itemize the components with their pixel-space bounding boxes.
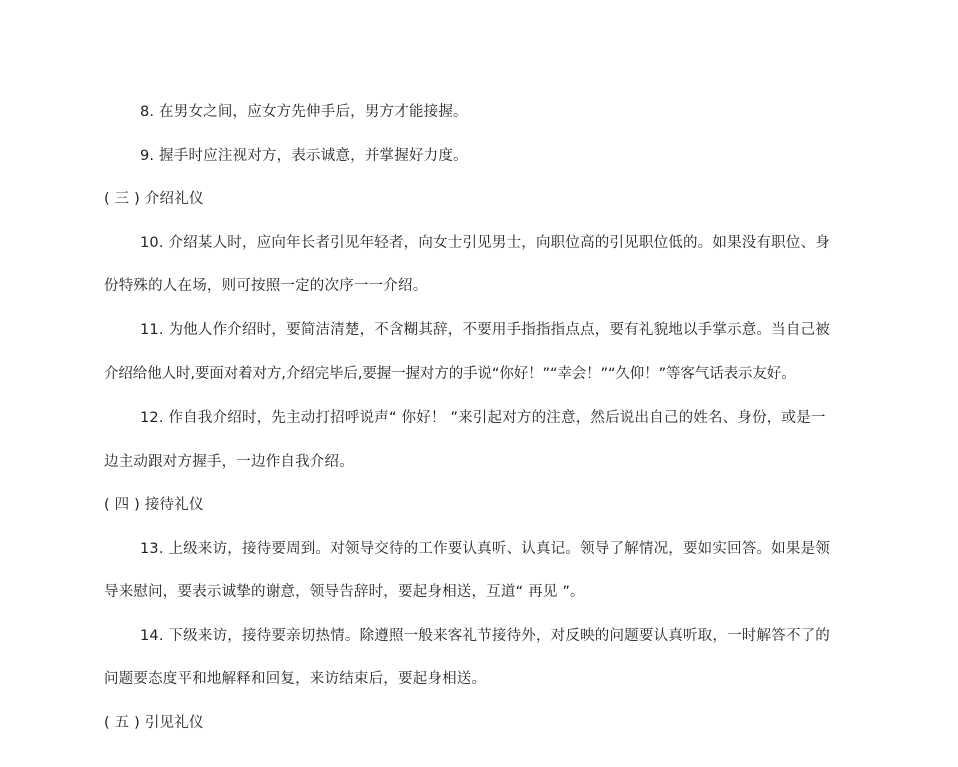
paragraph-10-line-1: 10. 介绍某人时，应向年长者引见年轻者，向女士引见男士，向职位高的引见职位低的。如果没有职位、身 — [140, 235, 830, 251]
paragraph-11-line-1: 11. 为他人作介绍时，要简洁清楚，不含糊其辞，不要用手指指指点点，要有礼貌地以手掌示意。当自己被 — [140, 322, 830, 338]
section-heading-introduction: ( 三 ) 介绍礼仪 — [104, 191, 204, 207]
paragraph-8-line-1: 8. 在男女之间，应女方先伸手后，男方才能接握。 — [140, 104, 468, 120]
paragraph-14-line-1: 14. 下级来访，接待要亲切热情。除遵照一般来客礼节接待外，对反映的问题要认真听取，一时解答不了的 — [140, 628, 830, 644]
paragraph-13-line-2: 导来慰问，要表示诚挚的谢意，领导告辞时，要起身相送，互道“ 再见 ”。 — [104, 584, 585, 600]
paragraph-10-line-2: 份特殊的人在场，则可按照一定的次序一一介绍。 — [104, 278, 428, 294]
paragraph-12-line-2: 边主动跟对方握手，一边作自我介绍。 — [104, 454, 354, 470]
paragraph-11-line-2: 介绍给他人时,要面对着对方,介绍完毕后,要握一握对方的手说“你好！”“幸会！”“久仰！”等客气话表示友好。 — [104, 366, 796, 382]
paragraph-14-line-2: 问题要态度平和地解释和回复，来访结束后，要起身相送。 — [104, 671, 487, 687]
paragraph-9-line-1: 9. 握手时应注视对方，表示诚意，并掌握好力度。 — [140, 148, 468, 164]
paragraph-13-line-1: 13. 上级来访，接待要周到。对领导交待的工作要认真听、认真记。领导了解情况，要如实回答。如果是领 — [140, 541, 830, 557]
paragraph-12-line-1: 12. 作自我介绍时，先主动打招呼说声“ 你好！ ”来引起对方的注意，然后说出自己的姓名、身份，或是一 — [140, 410, 826, 426]
section-heading-reception: ( 四 ) 接待礼仪 — [104, 497, 204, 513]
section-heading-introduction-meeting: ( 五 ) 引见礼仪 — [104, 715, 204, 731]
